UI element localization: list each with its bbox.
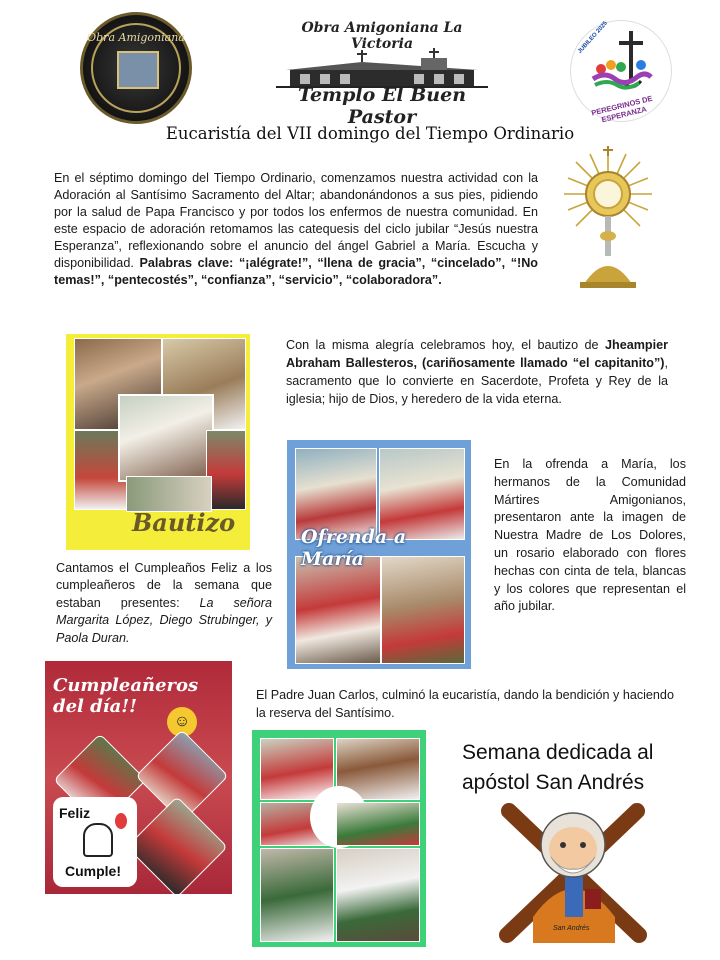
jubilee-2025-logo [570,20,672,125]
org-name: Obra Amigoniana La Victoria [301,20,463,52]
intro-keywords: Palabras clave: “¡alégrate!”, “llena de gracia”, “cincelado”, “!No temas!”, “pentecostés”, “confianza”, “servicio”, “colaboradora”. [54,256,538,287]
intro-paragraph [54,170,538,289]
birthdays-paragraph [56,560,272,647]
offering-photo-caption: Ofrenda a María [301,526,407,570]
birthday-sticker [53,797,137,887]
sticker-cumple: Cumple! [65,863,121,879]
obra-amigoniana-seal-logo [80,12,192,124]
saint-andrew-image [475,797,670,945]
intro-text: En el séptimo domingo del Tiempo Ordinario, comenzamos nuestra actividad con la Adoración al Santísimo Sacramento del Altar; abandonándonos a sus pies, pidiendo por la salud de Papa Francisco y por todos los enfermos de nuestra comunidad. En este espacio de adoración retomamos las catequesis del ciclo jubilar “Jesús nuestra Esperanza”, reflexionando sobre el anuncio del ángel Gabriel a María. Escucha y disponibilidad. [54,171,538,270]
ghost-icon [83,823,113,857]
birthdays-banner: Cumpleañeros del día!! [53,675,199,717]
temple-name: Templo El Buen Pastor [297,84,467,128]
baptized-name: Jheampier Abraham Ballesteros, (cariñosamente llamado “el capitanito”) [286,338,668,370]
offering-photo [287,440,471,669]
saint-andrew-cartoon [475,797,670,945]
church-icon [276,48,488,88]
baptism-photo [66,334,250,550]
birthdays-photo [45,661,232,894]
closing-collage-photo [252,730,426,947]
jubilee-motto-text: PEREGRINOS DE ESPERANZA [590,93,654,125]
birthday-names: La señora Margarita López, Diego Strubinger, y Paola Duran. [56,595,272,645]
party-face-icon: ☺ [167,707,197,737]
monstrance-image [548,144,668,294]
seal-text: Obra Amigoniana [87,31,185,44]
baptism-lead: Con la misma alegría celebramos hoy, el bautizo de [286,338,605,352]
baptism-photo-caption: Bautizo [132,508,236,537]
baptism-paragraph [286,336,668,408]
closing-paragraph: El Padre Juan Carlos, culminó la eucaristía, dando la bendición y haciendo la reserva del Santísimo. [256,688,674,720]
saint-week-title: Semana dedicada al apóstol San Andrés [462,741,654,794]
saint-name-badge: San Andrés [553,925,590,932]
sticker-feliz: Feliz [59,805,91,821]
baptism-rest: , sacramento que lo convierte en Sacerdote, Profeta y Rey de la iglesia; hijo de Dios, y heredero de la vida eterna. [286,356,668,406]
balloon-icon [115,813,127,829]
birthdays-lead: Cantamos el Cumpleaños Feliz a los cumpleañeros de la semana que estaban presentes: [56,561,272,610]
page-title: Eucaristía del VII domingo del Tiempo Ordinario [165,124,575,143]
offering-paragraph: En la ofrenda a María, los hermanos de la Comunidad Mártires Amigonianos, presentaron ante la imagen de Nuestra Madre de Los Dolores, un rosario elaborado con flores hechas con cinta de tela, blancas y los colores que representan el año jubilar. [494,457,686,614]
jubilee-year-text: JUBILEO 2025 [577,20,609,56]
